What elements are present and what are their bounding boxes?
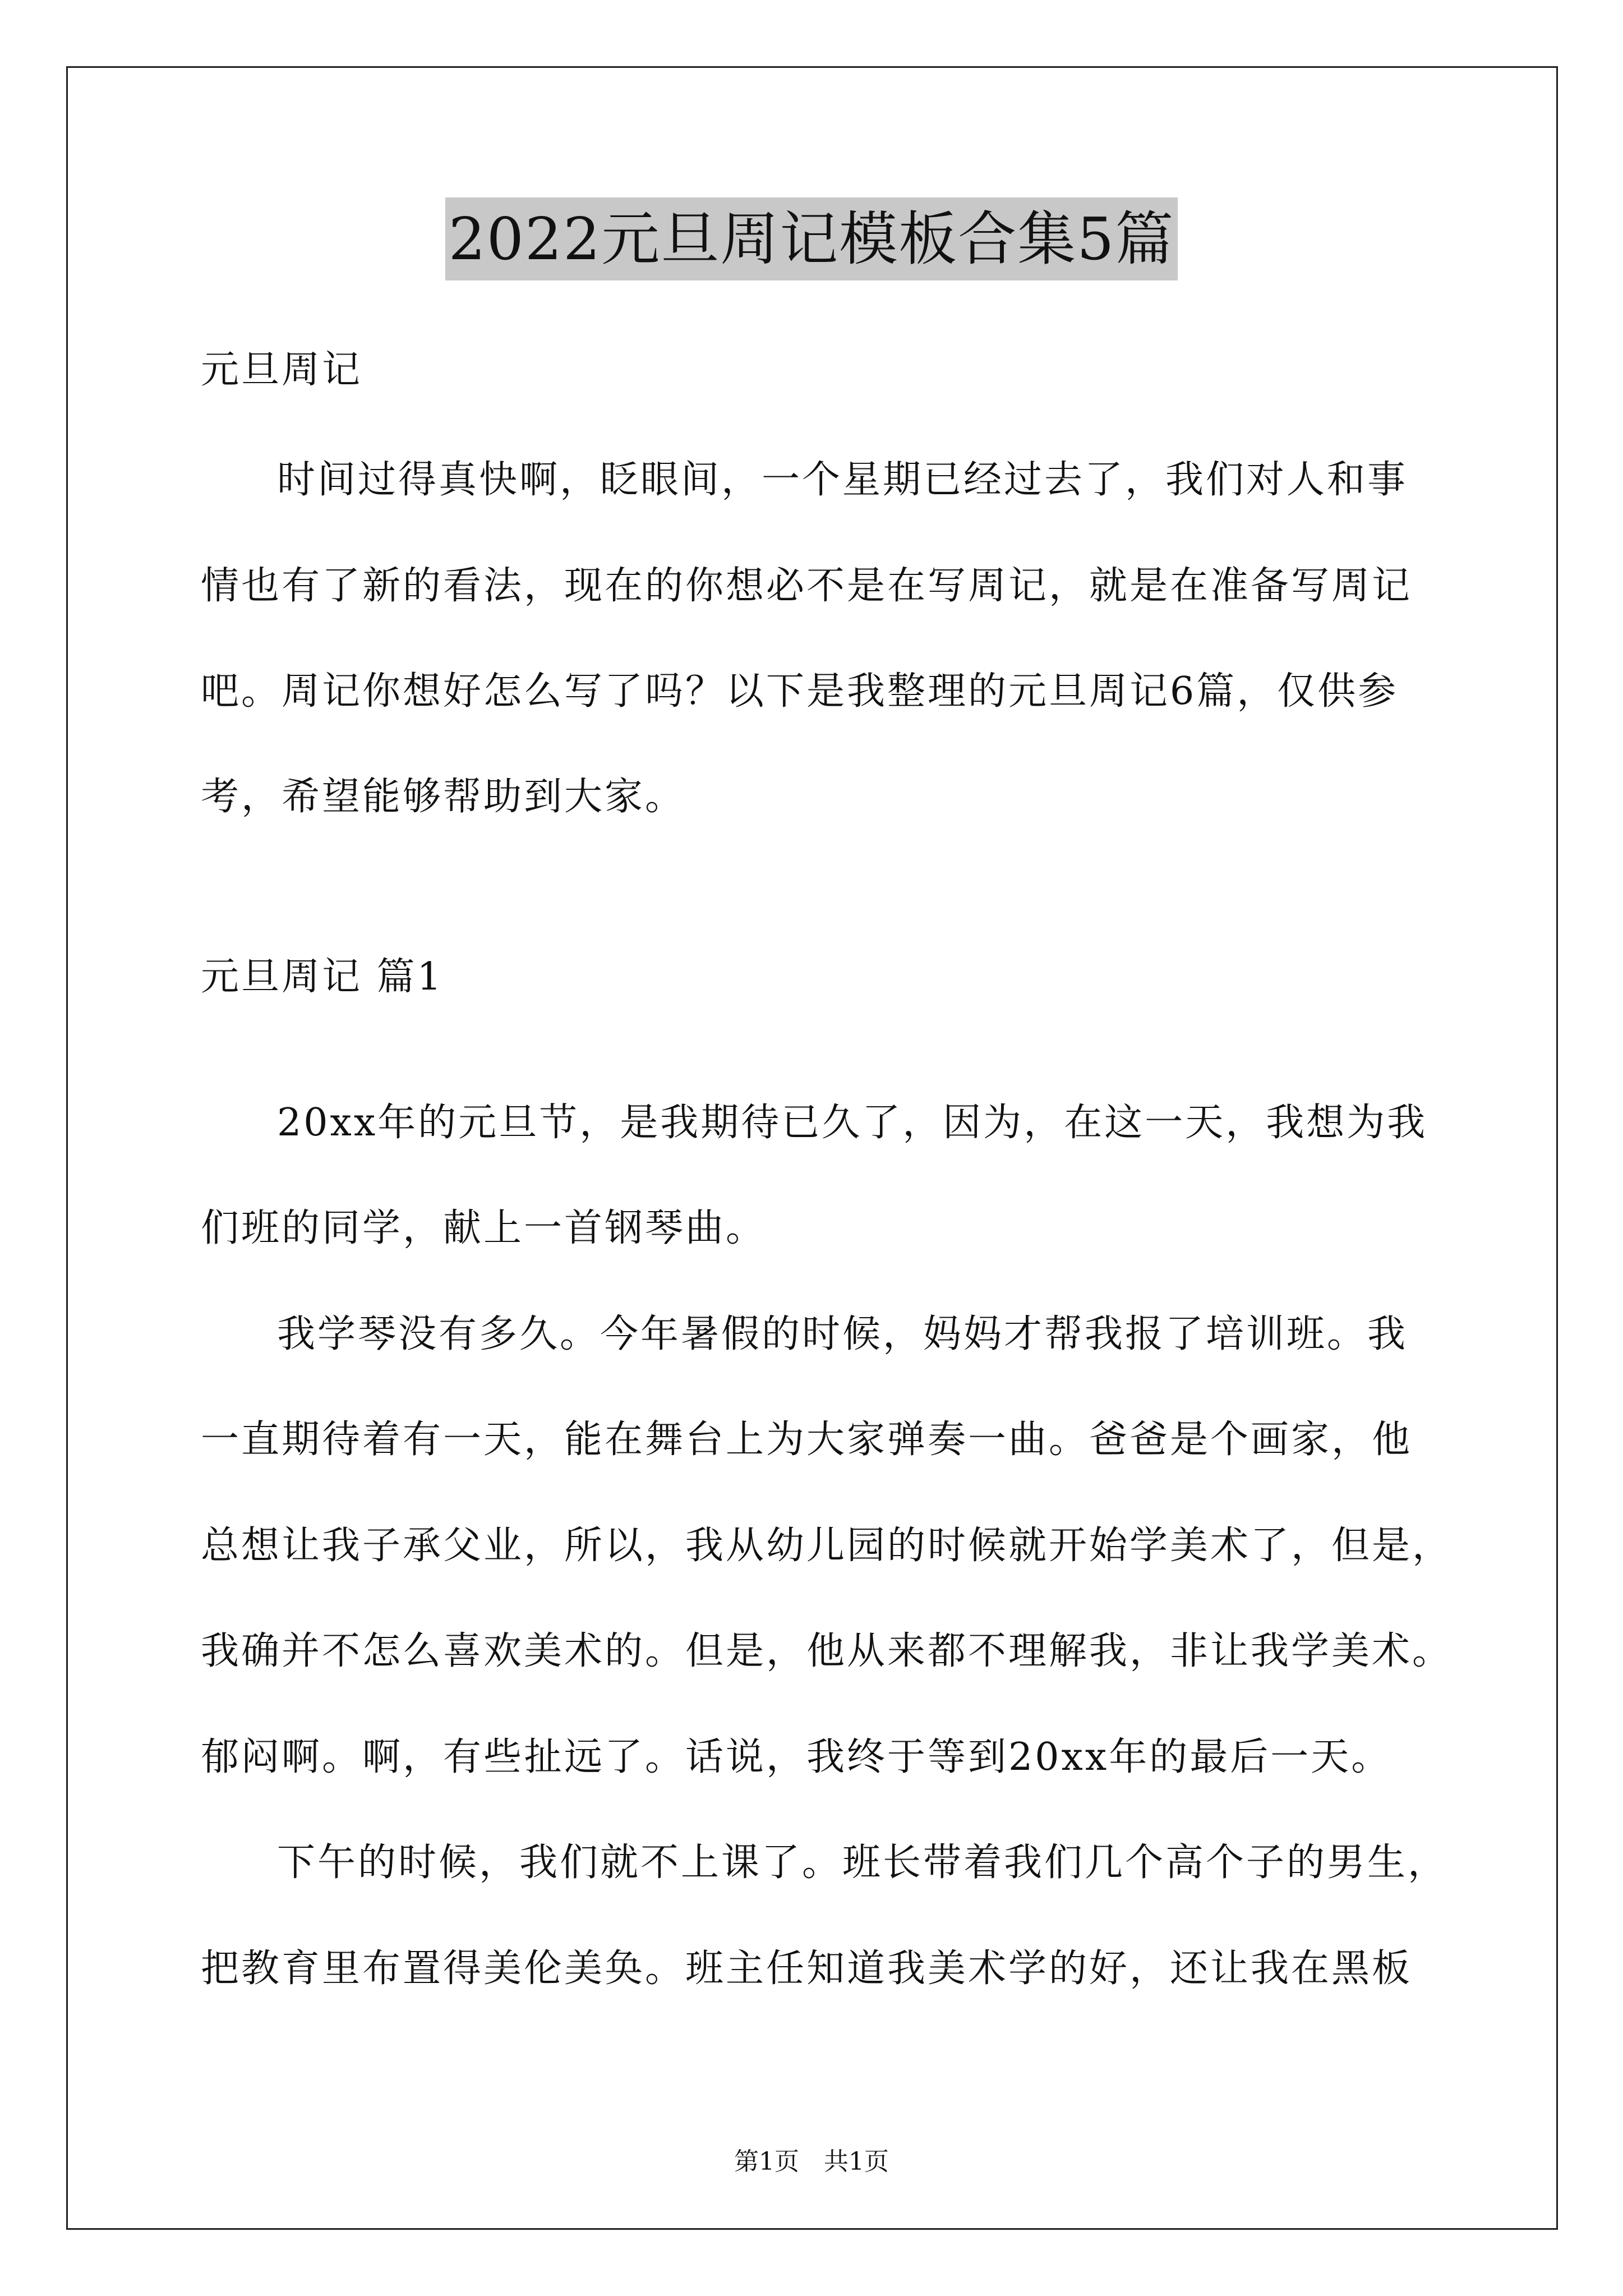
- title-wrap: [0, 197, 1623, 280]
- document-title: 2022元旦周记模板合集5篇: [445, 197, 1178, 280]
- intro-line: 情也有了新的看法，现在的你想必不是在写周记，就是在准备写周记: [201, 564, 1413, 608]
- intro-line: 考，希望能够帮助到大家。: [201, 775, 686, 819]
- intro-line: 时间过得真快啊，眨眼间，一个星期已经过去了，我们对人和事: [277, 458, 1408, 502]
- paragraph-line: 20xx年的元旦节，是我期待已久了，因为，在这一天，我想为我: [277, 1101, 1428, 1145]
- paragraph-line: 下午的时候，我们就不上课了。班长带着我们几个高个子的男生，: [277, 1841, 1449, 1885]
- section-heading: 元旦周记: [201, 348, 363, 392]
- paragraph-line: 把教育里布置得美伦美奂。班主任知道我美术学的好，还让我在黑板: [201, 1947, 1413, 1991]
- intro-line: 吧。周记你想好怎么写了吗？以下是我整理的元旦周记6篇，仅供参: [201, 669, 1399, 714]
- paragraph-line: 我确并不怎么喜欢美术的。但是，他从来都不理解我，非让我学美术。: [201, 1629, 1453, 1673]
- paragraph-line: 一直期待着有一天，能在舞台上为大家弹奏一曲。爸爸是个画家，他: [201, 1418, 1413, 1462]
- paragraph-line: 总想让我子承父业，所以，我从幼儿园的时候就开始学美术了，但是，: [201, 1524, 1453, 1568]
- section-heading: 元旦周记 篇1: [201, 955, 444, 999]
- paragraph-line: 们班的同学，献上一首钢琴曲。: [201, 1206, 767, 1250]
- paragraph-line: 我学琴没有多久。今年暑假的时候，妈妈才帮我报了培训班。我: [277, 1312, 1408, 1356]
- page-footer: 第1页 共1页: [734, 2147, 889, 2176]
- paragraph-line: 郁闷啊。啊，有些扯远了。话说，我终于等到20xx年的最后一天。: [201, 1735, 1392, 1779]
